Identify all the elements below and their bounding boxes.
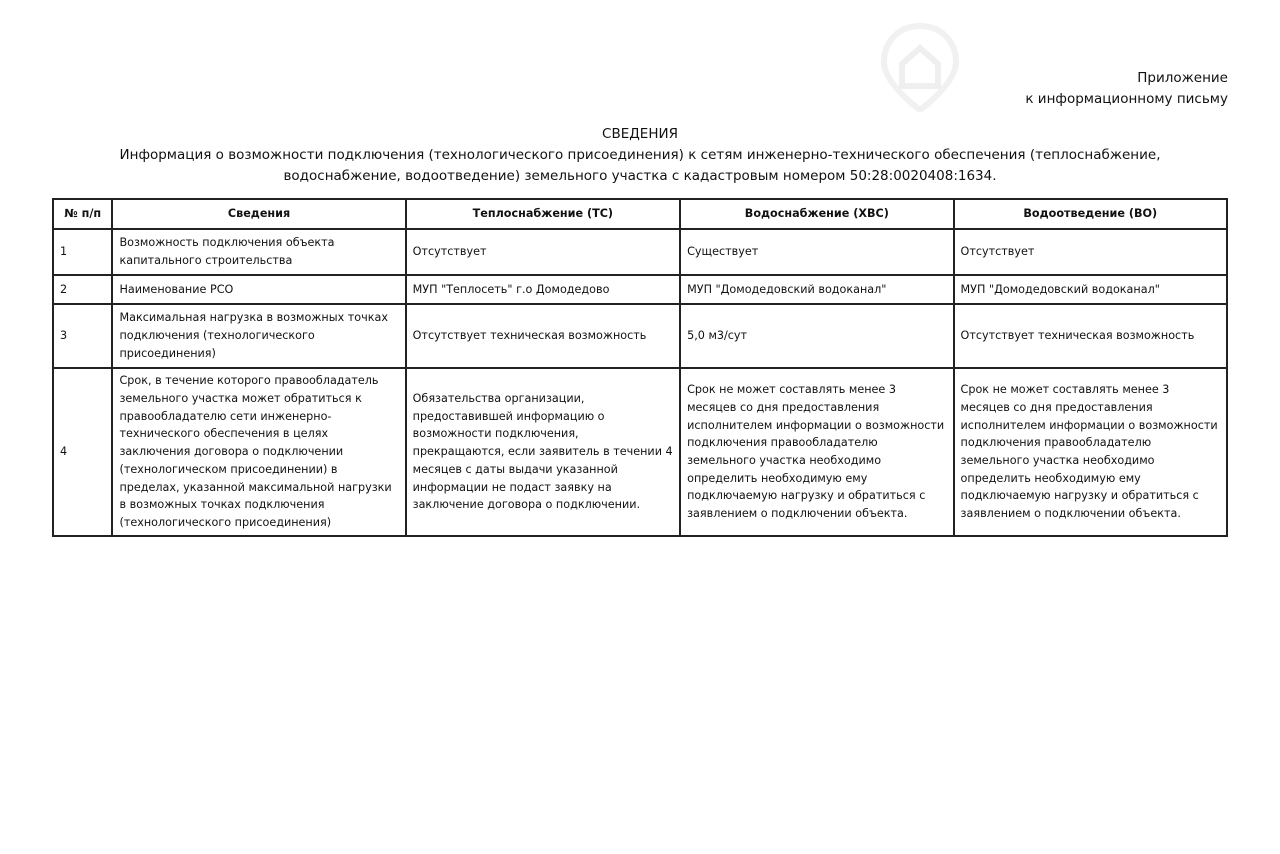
cell-drainage: Отсутствует техническая возможность [954,304,1227,368]
header-drainage: Водоотведение (ВО) [954,199,1227,229]
cell-number: 1 [53,229,112,275]
cell-number: 3 [53,304,112,368]
cell-heat-supply: Отсутствует техническая возможность [406,304,680,368]
house-pin-icon [880,22,960,112]
cell-water-supply: Существует [680,229,953,275]
cell-heat-supply: Отсутствует [406,229,680,275]
appendix-note [1025,68,1228,110]
header-heat-supply: Теплоснабжение (ТС) [406,199,680,229]
cell-drainage: МУП "Домодедовский водоканал" [954,275,1227,304]
cell-water-supply: Срок не может составлять менее 3 месяцев со дня предоставления исполнителем информации о возможности подключения правообладателю земельного участка необходимо определить необходимую ему подключаемую нагрузку и обратиться с заявлением о подключении объекта. [680,368,953,536]
cell-number: 2 [53,275,112,304]
cell-info: Возможность подключения объекта капитального строительства [112,229,405,275]
header-number: № п/п [53,199,112,229]
cell-info: Наименование РСО [112,275,405,304]
cell-drainage: Срок не может составлять менее 3 месяцев со дня предоставления исполнителем информации о возможности подключения правообладателю земельного участка необходимо определить необходимую ему подключаемую нагрузку и обратиться с заявлением о подключении объекта. [954,368,1227,536]
cell-number: 4 [53,368,112,536]
document-heading [60,124,1220,187]
document-subtitle-line-1: Информация о возможности подключения (технологического присоединения) к сетям инженерно-технического обеспечения (теплоснабжение, [119,147,1161,163]
cell-info: Срок, в течение которого правообладатель земельного участка может обратиться к правообладателю сети инженерно-технического обеспечения в целях заключения договора о подключении (технологическом присоединении) в пределах, указанной максимальной нагрузки в возможных точках подключения (технологического присоединения) [112,368,405,536]
document-title: СВЕДЕНИЯ [602,126,678,142]
table-row [53,304,1227,368]
appendix-line-1: Приложение [1137,70,1228,86]
cell-drainage: Отсутствует [954,229,1227,275]
table-header-row [53,199,1227,229]
table-row [53,229,1227,275]
cell-info: Максимальная нагрузка в возможных точках подключения (технологического присоединения) [112,304,405,368]
header-info: Сведения [112,199,405,229]
document-subtitle-line-2: водоснабжение, водоотведение) земельного участка с кадастровым номером 50:28:0020408:1634. [283,168,997,184]
cell-water-supply: 5,0 м3/сут [680,304,953,368]
header-water-supply: Водоснабжение (ХВС) [680,199,953,229]
cell-water-supply: МУП "Домодедовский водоканал" [680,275,953,304]
table-row [53,275,1227,304]
connection-info-table [52,198,1228,537]
cell-heat-supply: МУП "Теплосеть" г.о Домодедово [406,275,680,304]
table-row [53,368,1227,536]
appendix-line-2: к информационному письму [1025,91,1228,107]
cell-heat-supply: Обязательства организации, предоставившей информацию о возможности подключения, прекращаются, если заявитель в течении 4 месяцев с даты выдачи указанной информации не подаст заявку на заключение договора о подключении. [406,368,680,536]
